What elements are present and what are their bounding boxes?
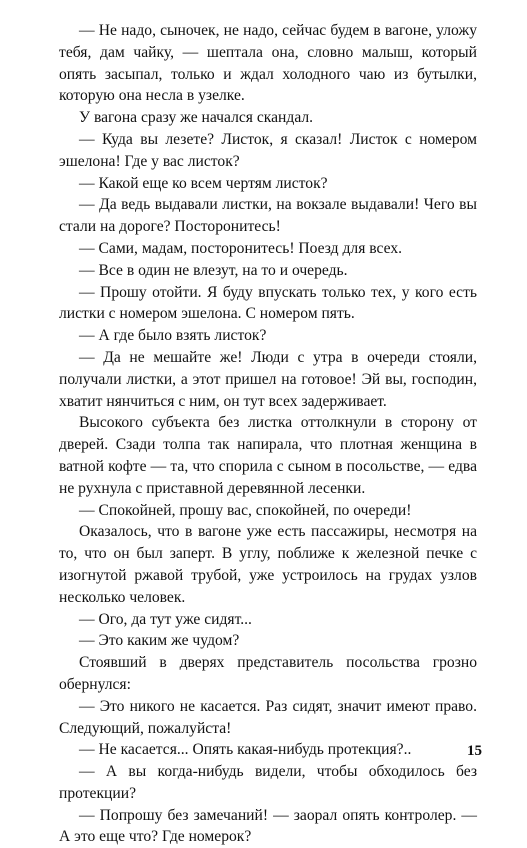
paragraph: — Спокойней, прошу вас, спокойней, по очереди! bbox=[79, 501, 412, 519]
paragraph: — Прошу отойти. Я буду впускать только тех, у кого есть листки с номером эшелона. С номером пять. bbox=[59, 283, 477, 323]
page-text bbox=[59, 20, 477, 848]
paragraph: — Куда вы лезете? Листок, я сказал! Листок с номером эшелона! Где у вас листок? bbox=[59, 130, 477, 170]
paragraph: — Все в один не влезут, на то и очередь. bbox=[79, 261, 348, 279]
paragraph: Стоявший в дверях представитель посольства грозно обернулся: bbox=[59, 654, 477, 693]
paragraph: — Да не мешайте же! Люди с утра в очереди стояли, получали листки, а этот пришел на готовое! Эй вы, господин, хватит нянчиться с ним, он тут всех задерживает. bbox=[59, 348, 477, 410]
paragraph: — Какой еще ко всем чертям листок? bbox=[79, 174, 328, 192]
paragraph: — Не касается... Опять какая-нибудь протекция?.. bbox=[79, 741, 412, 759]
page-number: 15 bbox=[467, 743, 482, 759]
paragraph: — Попрошу без замечаний! — заорал опять контролер. — А это еще что? Где номерок? bbox=[59, 806, 477, 846]
paragraph: — Это никого не касается. Раз сидят, значит имеют право. Следующий, пожалуйста! bbox=[59, 697, 477, 737]
paragraph: — А где было взять листок? bbox=[79, 327, 267, 345]
paragraph: — Не надо, сыночек, не надо, сейчас будем в вагоне, уложу тебя, дам чайку, — шептала она, словно малыш, который опять засыпал, только и ждал холодного чаю из бутылки, которую она несла в узелке. bbox=[59, 22, 477, 105]
paragraph: Оказалось, что в вагоне уже есть пассажиры, несмотря на то, что он был заперт. В углу, поближе к железной печке с изогнутой ржавой трубой, уже устроилось на грудах узлов несколько человек. bbox=[59, 523, 477, 606]
paragraph: Высокого субъекта без листка оттолкнули в сторону от дверей. Сзади толпа так напирала, что плотная женщина в ватной кофте — та, что спорила с сыном в посольстве, — едва не рухнула с приставной деревянной лесенки. bbox=[59, 414, 477, 497]
paragraph: — А вы когда-нибудь видели, чтобы обходилось без протекции? bbox=[59, 763, 477, 802]
paragraph: — Это каким же чудом? bbox=[79, 632, 240, 650]
paragraph: — Ого, да тут уже сидят... bbox=[79, 610, 252, 628]
paragraph: — Да ведь выдавали листки, на вокзале выдавали! Чего вы стали на дороге? Посторонитесь! bbox=[59, 196, 477, 236]
paragraph: У вагона сразу же начался скандал. bbox=[79, 109, 314, 127]
paragraph: — Сами, мадам, посторонитесь! Поезд для всех. bbox=[79, 239, 403, 257]
